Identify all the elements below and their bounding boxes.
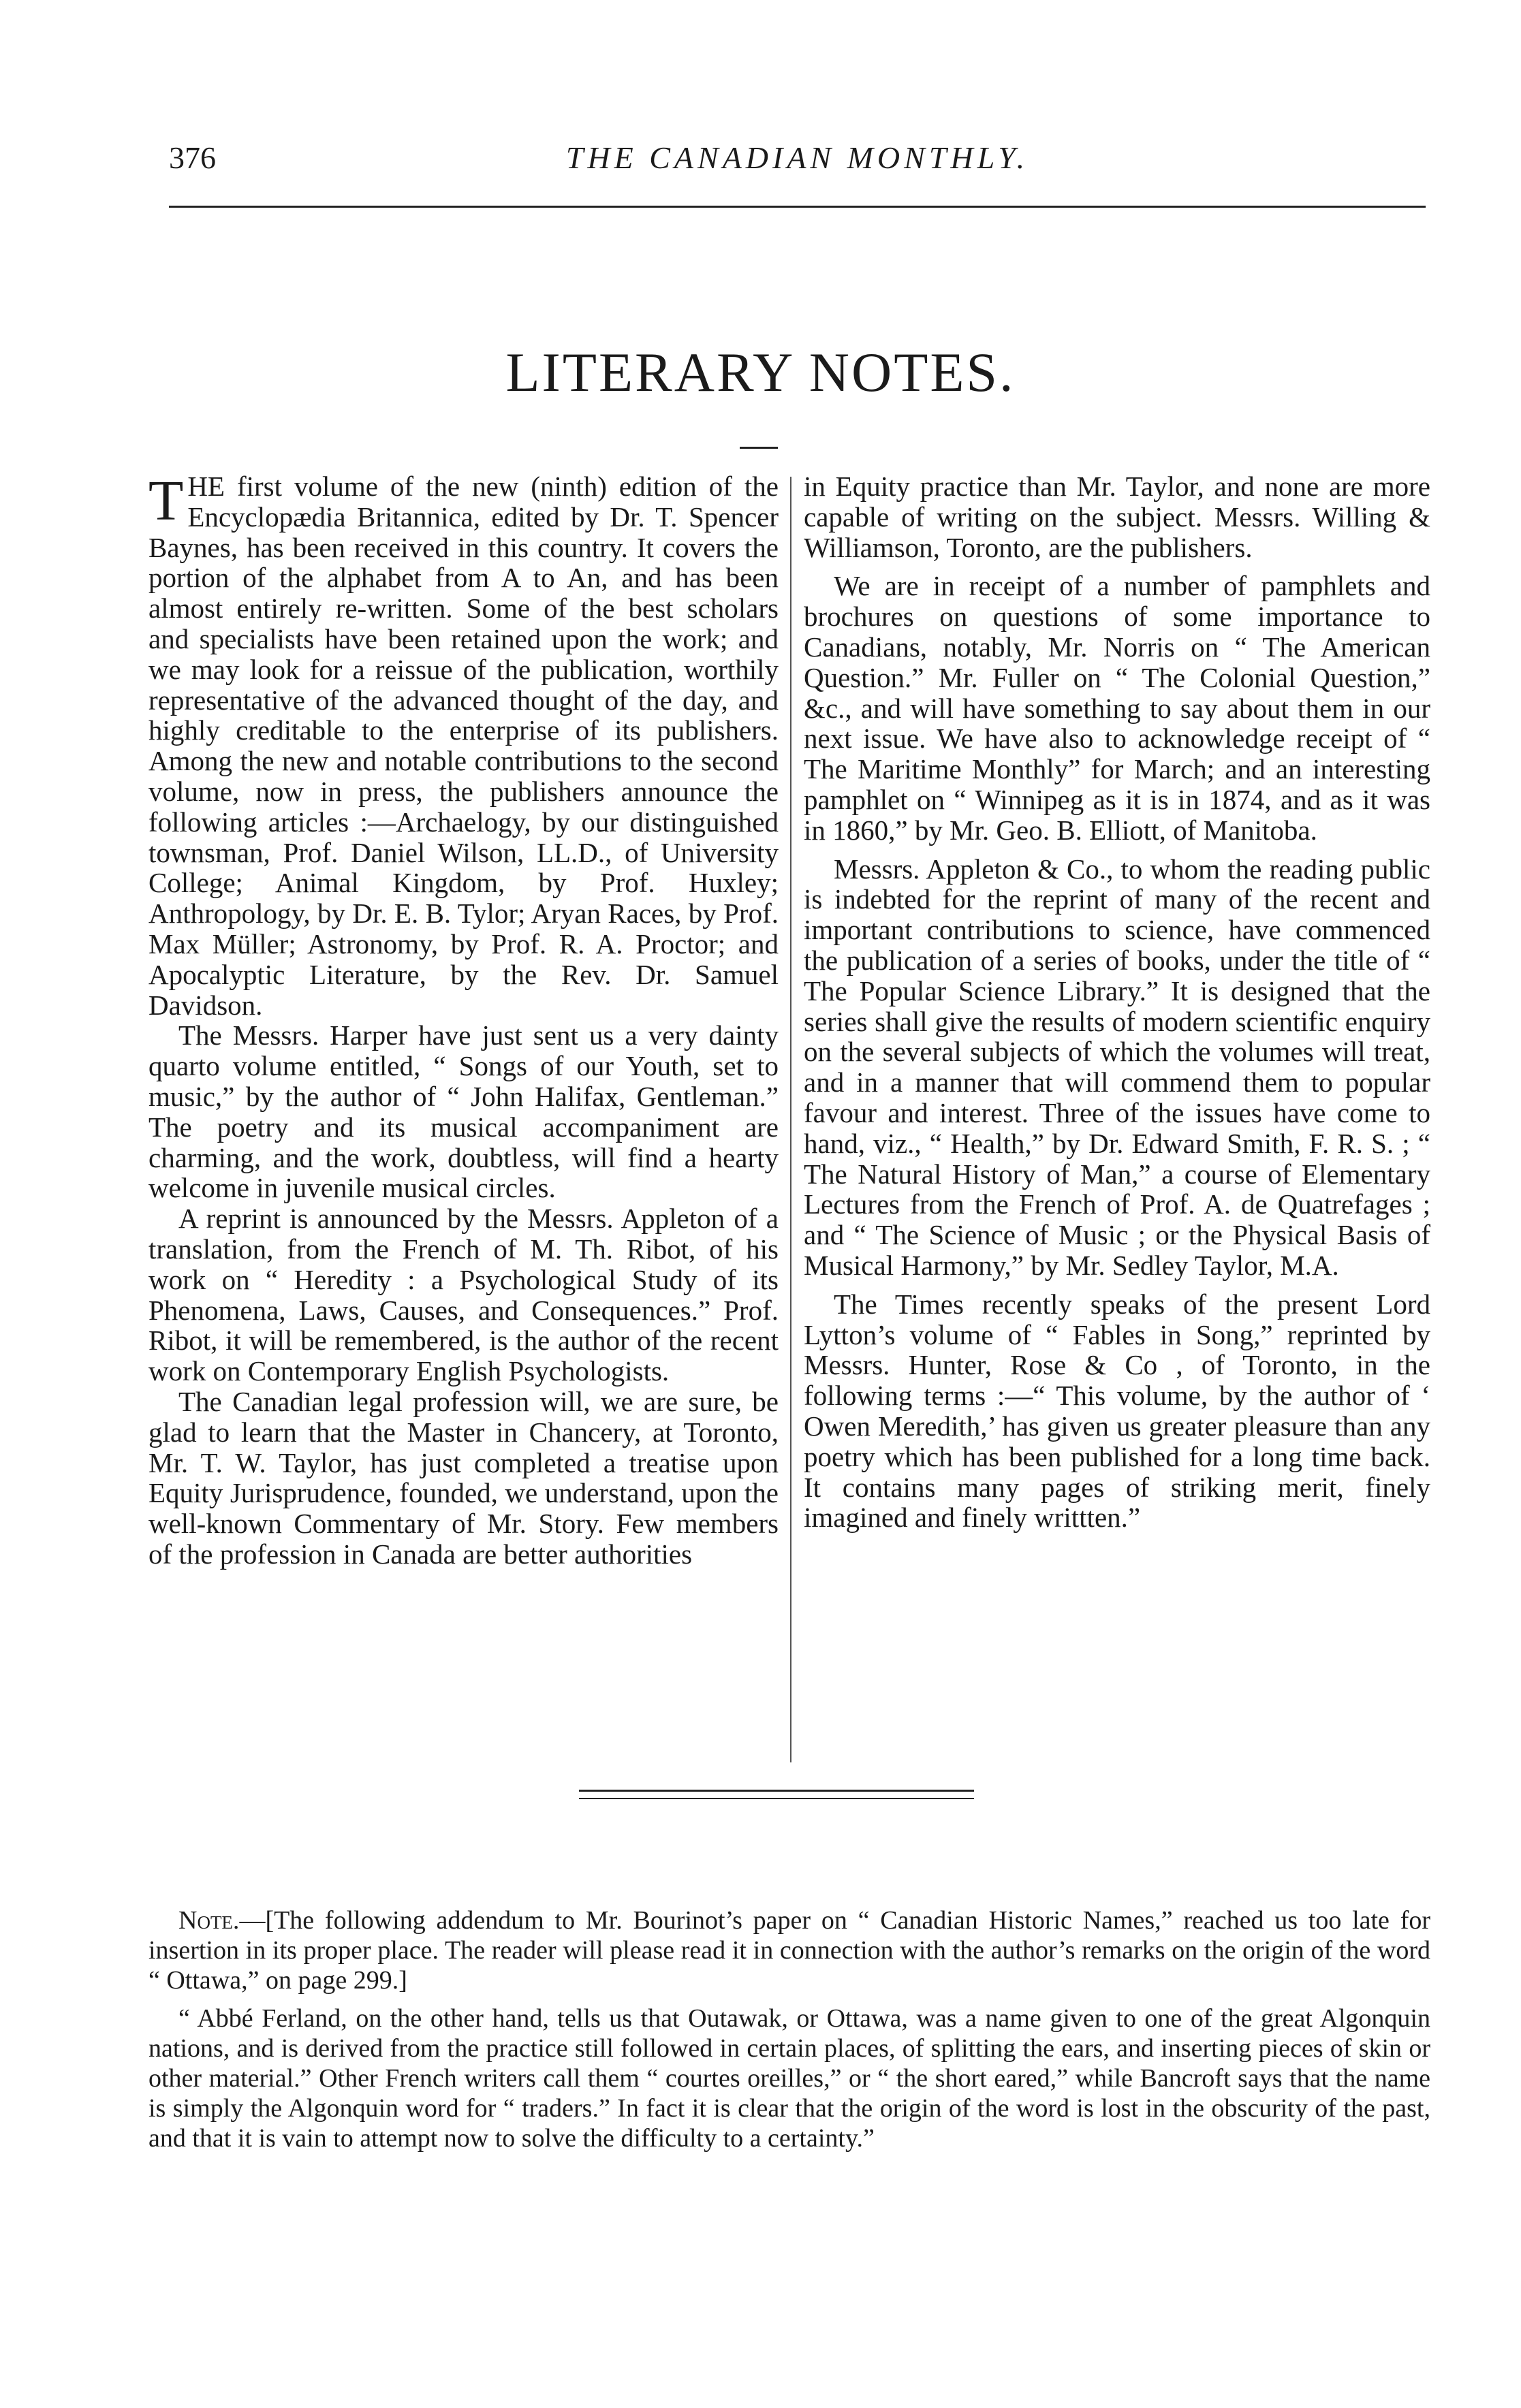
note-text: —[The following addendum to Mr. Bourinot’s paper on “ Canadian Historic Names,” reached us too late for insertion in its proper place. The reader will please read it in connection with the author’s remarks on the origin of the word “ Ottawa,” on page 299.] (148, 1906, 1430, 1995)
paragraph-harper: The Messrs. Harper have just sent us a very dainty quarto volume entitled, “ Songs of our Youth, set to music,” by the author of “ John Halifax, Gentleman.” The poetry and its musical accompaniment are charming, and the work, doubtless, will find a hearty welcome in juvenile musical circles. (148, 1019, 779, 1204)
page-number: 376 (169, 140, 216, 175)
title-dash (740, 447, 778, 449)
paragraph-pamphlets: We are in receipt of a number of pamphlets and brochures on questions of some importance to Canadians, notably, Mr. Norris on “ The American Question.” Mr. Fuller on “ The Colonial Question,” &c., and will have something to say about them in our next issue. We have also to acknowledge receipt of “ The Maritime Monthly” for March; and an interesting pamphlet on “ Winnipeg as it is in 1874, and as it was in 1860,” by Mr. Geo. B. Elliott, of Manitoba. (804, 570, 1430, 846)
paragraph-times: The Times recently speaks of the present Lord Lytton’s volume of “ Fables in Song,” reprinted by Messrs. Hunter, Rose & Co , of Toronto, in the following terms :—“ This volume, by the author of ‘ Owen Meredith,’ has given us greater pleasure than any poetry which has been published for a long time back. It contains many pages of striking merit, finely imagined and finely writtten.” (804, 1288, 1430, 1534)
column-divider (790, 477, 791, 1762)
paragraph-taylor: The Canadian legal profession will, we are sure, be glad to learn that the Master in Chancery, at Toronto, Mr. T. W. Taylor, has just completed a treatise upon Equity Jurisprudence, founded, we understand, upon the well-known Commentary of Mr. Story. Few members of the profession in Canada are better authorities (148, 1385, 779, 1570)
page-header (169, 140, 1426, 187)
paragraph-text: HE first volume of the new (ninth) edition of the Encyclopædia Britannica, edited by Dr. T. Spencer Baynes, has been received in this country. It covers the portion of the alphabet from A to An, and has been almost entirely re-written. Some of the best scholars and specialists have been retained upon the work; and we may look for a reissue of the publication, worthily representative of the advanced thought of the day, and highly creditable to the enterprise of its publishers. Among the new and notable contributions to the second volume, now in press, the publishers announce the following articles :—Archaelogy, by our distinguished townsman, Prof. Daniel Wilson, LL.D., of University College; Animal Kingdom, by Prof. Huxley; Anthropology, by Dr. E. B. Tylor; Aryan Races, by Prof. Max Müller; Astronomy, by Prof. R. A. Proctor; and Apocalyptic Literature, by the Rev. Dr. Samuel Davidson. (148, 471, 779, 1021)
note-paragraph (148, 1905, 1430, 1995)
note-quote-paragraph: “ Abbé Ferland, on the other hand, tells us that Outawak, or Ottawa, was a name given to one of the great Algonquin nations, and is derived from the practice still followed in certain places, of splitting the ears, and inserting pieces of skin or other material.” Other French writers call them “ courtes oreilles,” or “ the short eared,” while Bancroft says that the name is simply the Algonquin word for “ traders.” In fact it is clear that the origin of the word is lost in the obscurity of the past, and that it is vain to attempt now to solve the difficulty to a certainty.” (148, 2004, 1430, 2153)
note-section (148, 1905, 1430, 2161)
paragraph-equity-continued: in Equity practice than Mr. Taylor, and none are more capable of writing on the subject. Messrs. Willing & Williamson, Toronto, are the publishers. (804, 471, 1430, 563)
end-rule-top (579, 1790, 974, 1792)
end-rule-bottom (579, 1798, 974, 1799)
left-column (148, 471, 779, 1570)
header-rule (169, 206, 1426, 208)
drop-cap: T (148, 469, 184, 533)
note-label: Note. (178, 1906, 240, 1935)
section-title: LITERARY NOTES. (505, 341, 1016, 403)
running-title: THE CANADIAN MONTHLY. (565, 140, 1029, 175)
paragraph-encyclopaedia (148, 471, 779, 1020)
right-column (804, 471, 1430, 1533)
paragraph-ribot: A reprint is announced by the Messrs. Appleton of a translation, from the French of M. Th. Ribot, of his work on “ Heredity : a Psychological Study of its Phenomena, Laws, Causes, and Consequences.” Prof. Ribot, it will be remembered, is the author of the recent work on Contemporary English Psychologists. (148, 1203, 779, 1387)
paragraph-appleton: Messrs. Appleton & Co., to whom the reading public is indebted for the reprint of many of the recent and important contributions to science, have commenced the publication of a series of books, under the title of “ The Popular Science Library.” It is designed that the series shall give the results of modern scientific enquiry on the several subjects of which the volumes will treat, and in a manner that will commend them to popular favour and interest. Three of the issues have come to hand, viz., “ Health,” by Dr. Edward Smith, F. R. S. ; “ The Natural History of Man,” a course of Elementary Lectures from the French of Prof. A. de Quatrefages ; and “ The Science of Music ; or the Physical Basis of Musical Harmony,” by Mr. Sedley Taylor, M.A. (804, 853, 1430, 1281)
